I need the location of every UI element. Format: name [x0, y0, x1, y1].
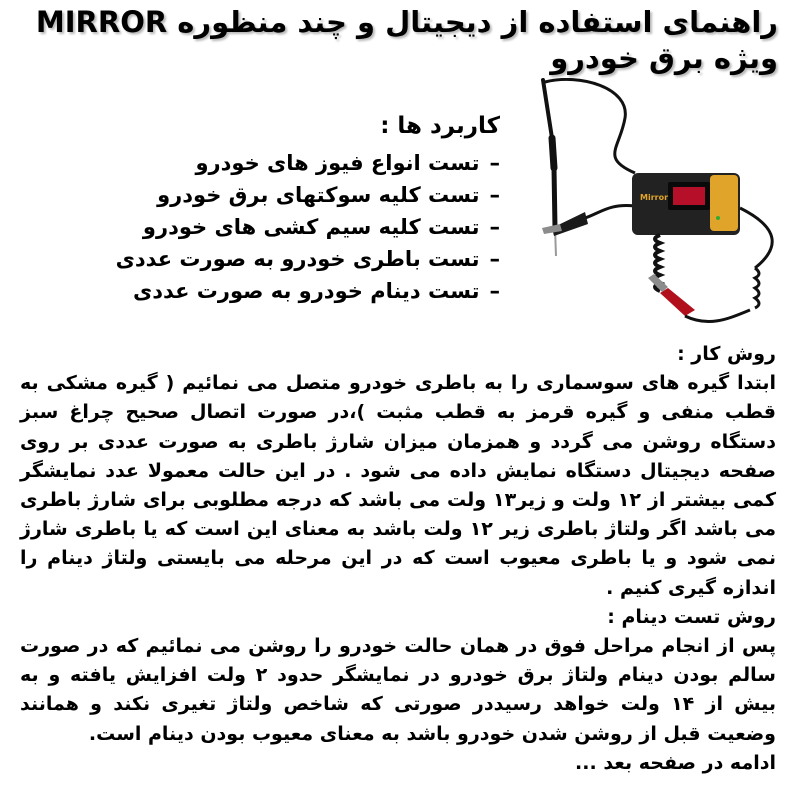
list-item-text: تست باطری خودرو به صورت عددی — [115, 247, 480, 271]
bullet-dash: – — [489, 279, 500, 303]
continued-note: ادامه در صفحه بعد ... — [575, 751, 776, 774]
bullet-dash: – — [489, 215, 500, 239]
list-item — [80, 179, 500, 211]
bullet-dash: – — [489, 151, 500, 175]
list-item — [80, 243, 500, 275]
bullet-dash: – — [489, 247, 500, 271]
list-item — [80, 275, 500, 307]
list-item-text: تست کلیه سیم کشی های خودرو — [142, 215, 480, 239]
tester-body — [632, 173, 740, 235]
dynamo-body: پس از انجام مراحل فوق در همان حالت خودرو را روشن می نمائیم که در صورت سالم بودن دینام ولتاژ برق خودرو در نمایشگر حدود ۲ ولت افزایش یافته و به بیش از ۱۴ ولت خواهد رسیددر صورتی که شاخص ولتاژ تغیری نکند و همانند وضعیت قبل از روشن شدن خودرو باشد به معنای معیوب بودن دینام است. — [20, 635, 776, 745]
method-body: ابتدا گیره های سوسماری را به باطری خودرو متصل می نمائیم ( گیره مشکی به قطب منفی و گیره قرمز به قطب مثبت )،در صورت اتصال صحیح چراغ سبز دستگاه روشن می گردد و همزمان میزان شارژ باطری به صورت عددی بر روی صفحه دیجیتال دستگاه نمایش داده می شود . در این حالت معمولا عدد نمایشگر کمی بیشتر از ۱۲ ولت و زیر۱۳ ولت می باشد که درجه مطلوبی برای شارژ باطری می باشد اگر ولتاژ باطری زیر ۱۲ ولت باشد به معنای این است که یا باطری شارژ نمی شود و یا باطری معیوب است که در این مرحله می بایستی ولتاژ دینام را اندازه گیری کنیم . — [20, 372, 777, 599]
red-clip-icon — [648, 274, 750, 322]
uses-list — [80, 147, 500, 307]
list-item-text: تست کلیه سوکتهای برق خودرو — [157, 183, 480, 207]
tester-device-illustration — [540, 78, 790, 338]
dynamo-heading: روش تست دینام : — [607, 605, 776, 628]
title-line-1: راهنمای استفاده از دیجیتال و چند منظوره MIRROR — [35, 5, 778, 39]
list-item — [80, 211, 500, 243]
page-title — [18, 4, 778, 76]
method-section — [20, 340, 776, 778]
list-item-text: تست انواع فیوز های خودرو — [195, 151, 480, 175]
method-heading: روش کار : — [677, 343, 776, 365]
list-item-text: تست دینام خودرو به صورت عددی — [132, 279, 480, 303]
black-clip-icon — [542, 212, 588, 236]
title-line-2: ویژه برق خودرو — [550, 41, 778, 75]
list-item — [80, 147, 500, 179]
uses-heading: کاربرد ها : — [380, 113, 500, 139]
bullet-dash: – — [489, 183, 500, 207]
brand-label: Mirror — [640, 193, 669, 202]
